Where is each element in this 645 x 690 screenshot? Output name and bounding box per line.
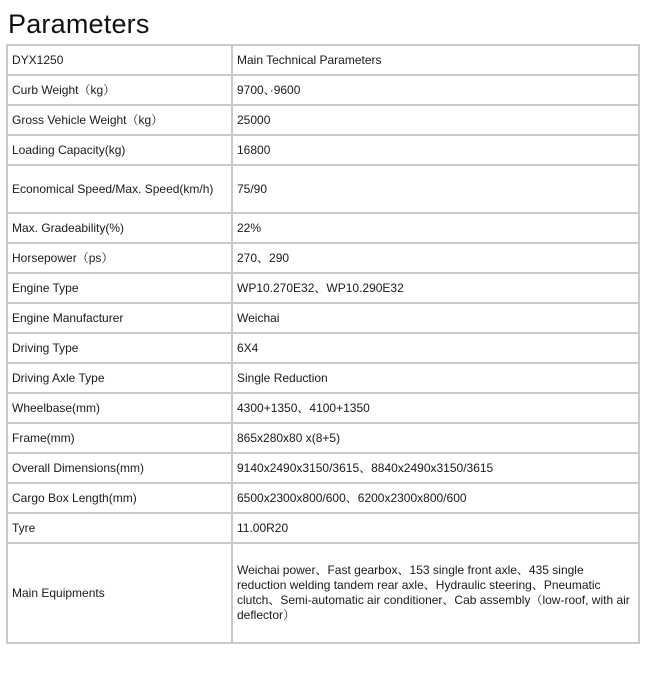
row-value: Weichai power、Fast gearbox、153 single front axle、435 single reduction welding tandem rear axle、Hydraulic steering、Pneumatic clutch、Semi-automatic air conditioner、Cab assembly（low-roof, with air deflector） — [232, 543, 639, 643]
row-value: 9140x2490x3150/3615、8840x2490x3150/3615 — [232, 453, 639, 483]
table-row-model — [7, 45, 639, 75]
row-value: 9700、·9600 — [232, 75, 639, 105]
row-value: 22% — [232, 213, 639, 243]
table-row-curb-weight — [7, 75, 639, 105]
table-row-horsepower — [7, 243, 639, 273]
row-value: 865x280x80 x(8+5) — [232, 423, 639, 453]
row-label: Cargo Box Length(mm) — [7, 483, 232, 513]
table-row-wheelbase — [7, 393, 639, 423]
row-label: Frame(mm) — [7, 423, 232, 453]
row-value: 75/90 — [232, 165, 639, 213]
table-row-gross-vehicle-weight — [7, 105, 639, 135]
table-row-tyre — [7, 513, 639, 543]
row-label: Engine Manufacturer — [7, 303, 232, 333]
table-row-engine-manufacturer — [7, 303, 639, 333]
table-row-driving-type — [7, 333, 639, 363]
page-title: Parameters — [8, 9, 150, 39]
row-label: DYX1250 — [7, 45, 232, 75]
parameters-table — [6, 44, 640, 644]
row-label: Economical Speed/Max. Speed(km/h) — [7, 165, 232, 213]
table-row-overall-dimensions — [7, 453, 639, 483]
row-label: Wheelbase(mm) — [7, 393, 232, 423]
table-row-driving-axle-type — [7, 363, 639, 393]
row-label: Loading Capacity(kg) — [7, 135, 232, 165]
table-row-speed — [7, 165, 639, 213]
row-value: 16800 — [232, 135, 639, 165]
table-row-frame — [7, 423, 639, 453]
row-value: 25000 — [232, 105, 639, 135]
row-value: Weichai — [232, 303, 639, 333]
table-row-gradeability — [7, 213, 639, 243]
row-label: Main Equipments — [7, 543, 232, 643]
row-label: Driving Type — [7, 333, 232, 363]
table-row-loading-capacity — [7, 135, 639, 165]
row-value: 4300+1350、4100+1350 — [232, 393, 639, 423]
row-label: Overall Dimensions(mm) — [7, 453, 232, 483]
row-label: Max. Gradeability(%) — [7, 213, 232, 243]
table-row-cargo-box-length — [7, 483, 639, 513]
row-label: Driving Axle Type — [7, 363, 232, 393]
row-value: Main Technical Parameters — [232, 45, 639, 75]
table-row-main-equipments — [7, 543, 639, 643]
row-value: 6500x2300x800/600、6200x2300x800/600 — [232, 483, 639, 513]
row-value: WP10.270E32、WP10.290E32 — [232, 273, 639, 303]
row-value: Single Reduction — [232, 363, 639, 393]
row-value: 6X4 — [232, 333, 639, 363]
row-label: Engine Type — [7, 273, 232, 303]
row-label: Horsepower（ps） — [7, 243, 232, 273]
row-value: 11.00R20 — [232, 513, 639, 543]
row-label: Curb Weight（kg） — [7, 75, 232, 105]
row-value: 270、290 — [232, 243, 639, 273]
table-row-engine-type — [7, 273, 639, 303]
row-label: Tyre — [7, 513, 232, 543]
row-label: Gross Vehicle Weight（kg） — [7, 105, 232, 135]
